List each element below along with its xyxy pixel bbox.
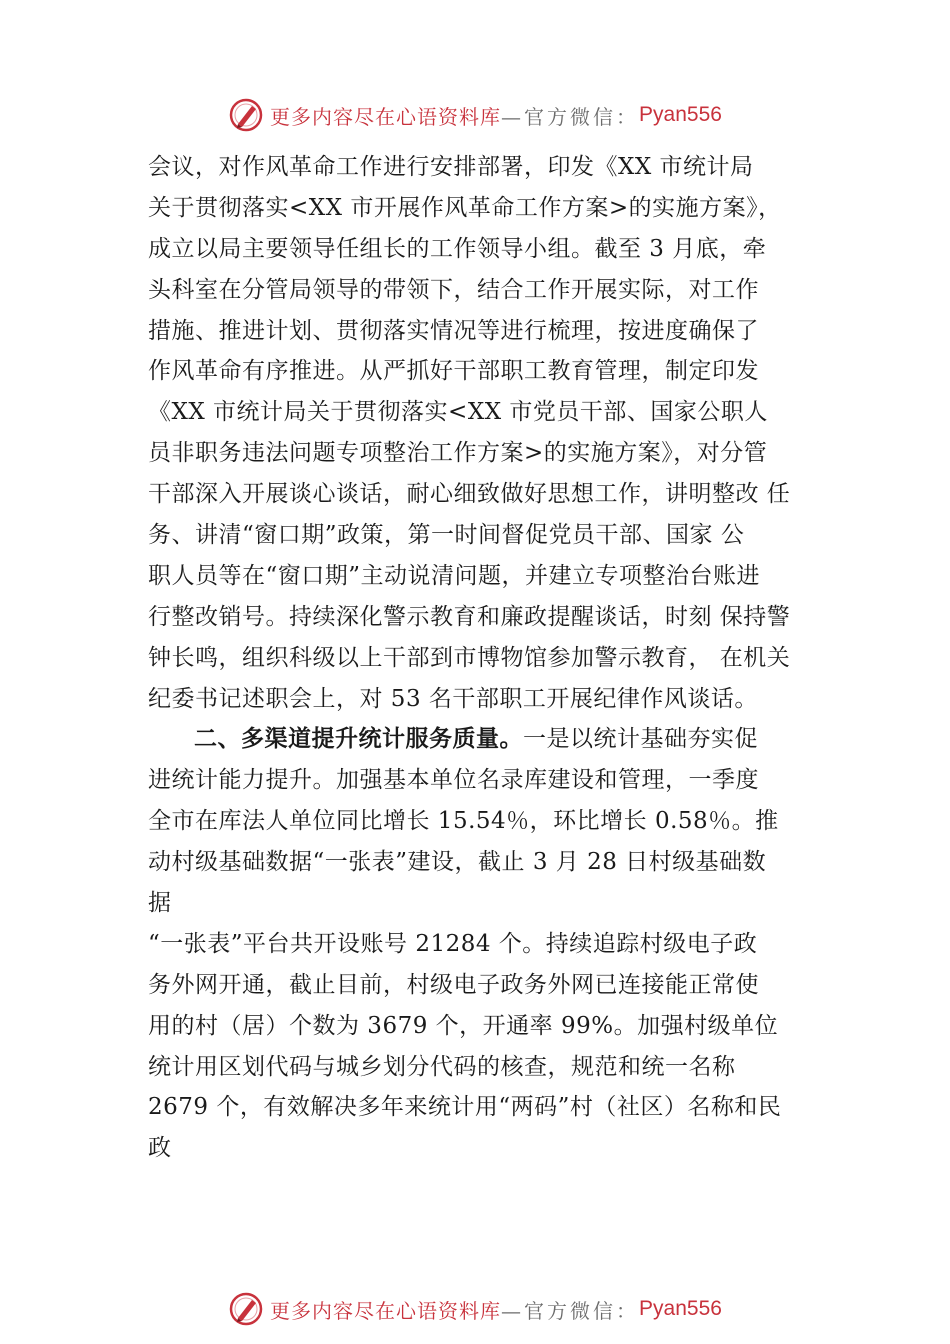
- banner-title: 更多内容尽在心语资料库: [270, 104, 502, 129]
- banner-wechat-label: —官方微信：: [501, 1298, 640, 1323]
- text-line: 职人员等在“窗口期”主动说清问题，并建立专项整治台账进: [148, 562, 761, 589]
- text-line: 据: [148, 890, 172, 917]
- text-line: 进统计能力提升。加强基本单位名录库建设和管理，一季度: [148, 767, 759, 794]
- text-line: 政: [148, 1135, 172, 1162]
- banner-wechat-id: Pyan556: [639, 1297, 722, 1320]
- pen-nib-circle-icon: [228, 97, 264, 133]
- section-heading: 二、多渠道提升统计服务质量。: [194, 725, 523, 753]
- section-heading-line: [148, 719, 838, 760]
- text-line: 头科室在分管局领导的带领下，结合工作开展实际，对工作: [148, 276, 759, 303]
- text-line: 动村级基础数据“一张表”建设，截止 3 月 28 日村级基础数: [148, 849, 767, 876]
- banner-wechat-label: —官方微信：: [501, 104, 640, 129]
- text-line: 钟长鸣，组织科级以上干部到市博物馆参加警示教育， 在机关: [148, 644, 791, 671]
- text-line: 作风革命有序推进。从严抓好干部职工教育管理，制定印发: [148, 358, 759, 385]
- text-line: 干部深入开展谈心谈话，耐心细致做好思想工作，讲明整改 任: [148, 481, 791, 508]
- text-line: 《XX 市统计局关于贯彻落实<XX 市党员干部、国家公职人: [148, 399, 768, 426]
- text-line: 措施、推进计划、贯彻落实情况等进行梳理，按进度确保了: [148, 317, 759, 344]
- text-line: 成立以局主要领导任组长的工作领导小组。截至 3 月底，牵: [148, 235, 767, 262]
- pen-nib-circle-icon: [228, 1291, 264, 1327]
- footer-banner: [0, 1289, 950, 1329]
- text-line: 务外网开通，截止目前，村级电子政务外网已连接能正常使: [148, 971, 759, 998]
- section-heading-rest: 一是以统计基础夯实促: [523, 726, 758, 753]
- text-line: 务、讲清“窗口期”政策，第一时间督促党员干部、国家 公: [148, 522, 745, 549]
- text-line: 行整改销号。持续深化警示教育和廉政提醒谈话，时刻 保持警: [148, 603, 791, 630]
- text-line: 员非职务违法问题专项整治工作方案>的实施方案》，对分管: [148, 440, 768, 467]
- header-banner: [0, 95, 950, 135]
- document-body: [148, 147, 838, 1169]
- banner-wechat-id: Pyan556: [639, 103, 722, 126]
- text-line: 会议，对作风革命工作进行安排部署，印发《XX 市统计局: [148, 154, 754, 180]
- text-line: 2679 个，有效解决多年来统计用“两码”村（社区）名称和民: [148, 1094, 782, 1121]
- text-line: 用的村（居）个数为 3679 个，开通率 99%。加强村级单位: [148, 1012, 779, 1039]
- banner-title: 更多内容尽在心语资料库: [270, 1298, 502, 1323]
- text-line: “一张表”平台共开设账号 21284 个。持续追踪村级电子政: [148, 930, 758, 957]
- text-line: 统计用区划代码与城乡划分代码的核查，规范和统一名称: [148, 1053, 736, 1080]
- text-line: 全市在库法人单位同比增长 15.54％，环比增长 0.58％。推: [148, 808, 779, 835]
- text-line: 纪委书记述职会上，对 53 名干部职工开展纪律作风谈话。: [148, 685, 758, 712]
- text-line: 关于贯彻落实<XX 市开展作风革命工作方案>的实施方案》，: [148, 194, 782, 221]
